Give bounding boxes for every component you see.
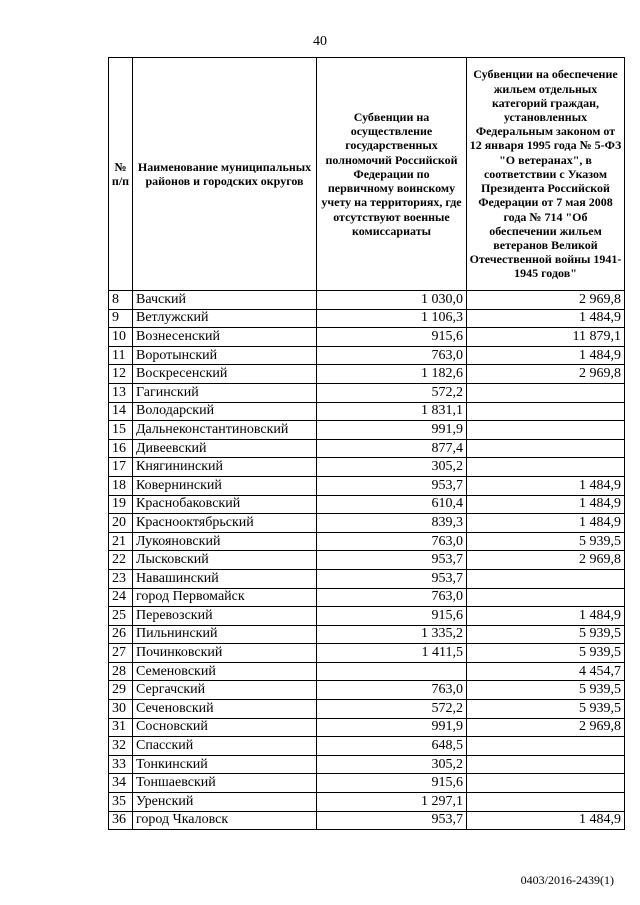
row-number: 14: [109, 402, 133, 421]
table-row: [109, 514, 625, 533]
subvention-military-value: 953,7: [317, 569, 467, 588]
header-row: [109, 58, 625, 291]
row-number: 28: [109, 662, 133, 681]
municipality-name: Ковернинский: [133, 476, 317, 495]
municipality-name: Уренский: [133, 793, 317, 812]
row-number: 27: [109, 644, 133, 663]
table-row: [109, 755, 625, 774]
page-number: 40: [313, 34, 327, 49]
municipality-name: Сергачский: [133, 681, 317, 700]
row-number: 35: [109, 793, 133, 812]
subvention-military-value: 1 030,0: [317, 291, 467, 310]
subvention-housing-value: 5 939,5: [467, 700, 625, 719]
table-row: [109, 328, 625, 347]
subvention-housing-value: [467, 774, 625, 793]
table-header: [109, 58, 625, 291]
municipality-name: Спасский: [133, 737, 317, 756]
municipality-name: Дивеевский: [133, 439, 317, 458]
municipality-name: Воскресенский: [133, 365, 317, 384]
subvention-housing-value: 4 454,7: [467, 662, 625, 681]
municipality-name: Сосновский: [133, 718, 317, 737]
document-code: 0403/2016-2439(1): [520, 873, 614, 887]
table-row: [109, 737, 625, 756]
table-row: [109, 569, 625, 588]
subvention-housing-value: 5 939,5: [467, 625, 625, 644]
subvention-military-value: 305,2: [317, 755, 467, 774]
subvention-housing-value: [467, 569, 625, 588]
municipality-name: Семеновский: [133, 662, 317, 681]
subvention-military-value: 763,0: [317, 681, 467, 700]
subvention-military-value: 1 411,5: [317, 644, 467, 663]
row-number: 8: [109, 291, 133, 310]
subvention-housing-value: 1 484,9: [467, 476, 625, 495]
municipality-name: Вознесенский: [133, 328, 317, 347]
municipality-name: Княгининский: [133, 458, 317, 477]
municipality-name: Володарский: [133, 402, 317, 421]
municipality-name: Воротынский: [133, 346, 317, 365]
row-number: 20: [109, 514, 133, 533]
table-row: [109, 402, 625, 421]
row-number: 31: [109, 718, 133, 737]
municipality-name: Вачский: [133, 291, 317, 310]
subvention-housing-value: 1 484,9: [467, 346, 625, 365]
subvention-military-value: 763,0: [317, 588, 467, 607]
row-number: 9: [109, 309, 133, 328]
subvention-housing-value: 2 969,8: [467, 291, 625, 310]
table-row: [109, 811, 625, 830]
subvention-housing-value: 5 939,5: [467, 644, 625, 663]
table-body: [109, 291, 625, 830]
table-row: [109, 476, 625, 495]
table-row: [109, 291, 625, 310]
municipality-name: Тонкинский: [133, 755, 317, 774]
subvention-housing-value: [467, 755, 625, 774]
subvention-housing-value: 1 484,9: [467, 495, 625, 514]
table-row: [109, 700, 625, 719]
subvention-military-value: 991,9: [317, 421, 467, 440]
subvention-housing-value: [467, 588, 625, 607]
subvention-military-value: 915,6: [317, 607, 467, 626]
municipality-name: Перевозский: [133, 607, 317, 626]
table-row: [109, 793, 625, 812]
municipality-name: Дальнеконстантиновский: [133, 421, 317, 440]
subvention-military-value: 1 106,3: [317, 309, 467, 328]
subvention-military-value: 1 182,6: [317, 365, 467, 384]
municipality-name: Тоншаевский: [133, 774, 317, 793]
subvention-housing-value: 1 484,9: [467, 514, 625, 533]
municipality-name: Пильнинский: [133, 625, 317, 644]
header-col-name: Наименование муниципальных районов и городских округов: [133, 58, 317, 291]
subvention-housing-value: 2 969,8: [467, 365, 625, 384]
table-row: [109, 365, 625, 384]
subvention-military-value: 648,5: [317, 737, 467, 756]
subvention-military-value: 877,4: [317, 439, 467, 458]
subvention-military-value: 610,4: [317, 495, 467, 514]
table-row: [109, 421, 625, 440]
table-row: [109, 774, 625, 793]
subvention-military-value: 572,2: [317, 383, 467, 402]
subventions-table: [108, 57, 625, 830]
table-row: [109, 625, 625, 644]
row-number: 29: [109, 681, 133, 700]
subvention-housing-value: [467, 737, 625, 756]
subvention-housing-value: 11 879,1: [467, 328, 625, 347]
table-row: [109, 644, 625, 663]
row-number: 21: [109, 532, 133, 551]
subvention-military-value: 1 335,2: [317, 625, 467, 644]
subvention-military-value: 915,6: [317, 328, 467, 347]
subvention-military-value: 305,2: [317, 458, 467, 477]
row-number: 13: [109, 383, 133, 402]
subvention-housing-value: [467, 439, 625, 458]
row-number: 33: [109, 755, 133, 774]
header-col-num: № п/п: [109, 58, 133, 291]
table-row: [109, 588, 625, 607]
row-number: 17: [109, 458, 133, 477]
subvention-housing-value: [467, 402, 625, 421]
subvention-military-value: 953,7: [317, 811, 467, 830]
row-number: 10: [109, 328, 133, 347]
row-number: 12: [109, 365, 133, 384]
row-number: 22: [109, 551, 133, 570]
table-row: [109, 346, 625, 365]
municipality-name: Починковский: [133, 644, 317, 663]
row-number: 36: [109, 811, 133, 830]
subvention-housing-value: 2 969,8: [467, 551, 625, 570]
row-number: 23: [109, 569, 133, 588]
municipality-name: Краснобаковский: [133, 495, 317, 514]
table-row: [109, 551, 625, 570]
table-row: [109, 439, 625, 458]
table-row: [109, 532, 625, 551]
subvention-military-value: 763,0: [317, 532, 467, 551]
row-number: 30: [109, 700, 133, 719]
subvention-military-value: 915,6: [317, 774, 467, 793]
table-row: [109, 458, 625, 477]
row-number: 34: [109, 774, 133, 793]
row-number: 16: [109, 439, 133, 458]
subvention-military-value: [317, 662, 467, 681]
header-col-subv1: Субвенции на осуществление государственных полномочий Российской Федерации по первичному воинскому учету на территориях, где отсутствуют военные комиссариаты: [317, 58, 467, 291]
municipality-name: Краснооктябрьский: [133, 514, 317, 533]
row-number: 25: [109, 607, 133, 626]
row-number: 26: [109, 625, 133, 644]
subvention-military-value: 763,0: [317, 346, 467, 365]
subvention-housing-value: 1 484,9: [467, 607, 625, 626]
subvention-military-value: 1 297,1: [317, 793, 467, 812]
municipality-name: Сеченовский: [133, 700, 317, 719]
row-number: 11: [109, 346, 133, 365]
header-col-subv2: Субвенции на обеспечение жильем отдельных категорий граждан, установленных Федеральным законом от 12 января 1995 года № 5-ФЗ "О ветеранах", в соответствии с Указом Президента Российской Федерации от 7 мая 2008 года № 714 "Об обеспечении жильем ветеранов Великой Отечественной войны 1941-1945 годов": [467, 58, 625, 291]
subvention-housing-value: [467, 793, 625, 812]
table-row: [109, 607, 625, 626]
table-row: [109, 681, 625, 700]
row-number: 15: [109, 421, 133, 440]
subvention-housing-value: [467, 383, 625, 402]
table-row: [109, 718, 625, 737]
table-row: [109, 309, 625, 328]
municipality-name: Лысковский: [133, 551, 317, 570]
subvention-housing-value: 5 939,5: [467, 681, 625, 700]
municipality-name: Гагинский: [133, 383, 317, 402]
municipality-name: город Первомайск: [133, 588, 317, 607]
municipality-name: Ветлужский: [133, 309, 317, 328]
table-row: [109, 383, 625, 402]
municipality-name: Навашинский: [133, 569, 317, 588]
row-number: 19: [109, 495, 133, 514]
row-number: 32: [109, 737, 133, 756]
subvention-housing-value: [467, 421, 625, 440]
table-row: [109, 662, 625, 681]
subvention-housing-value: 1 484,9: [467, 309, 625, 328]
subvention-military-value: 991,9: [317, 718, 467, 737]
municipality-name: Лукояновский: [133, 532, 317, 551]
municipality-name: город Чкаловск: [133, 811, 317, 830]
subvention-military-value: 839,3: [317, 514, 467, 533]
subvention-military-value: 953,7: [317, 476, 467, 495]
subvention-housing-value: 5 939,5: [467, 532, 625, 551]
subvention-military-value: 953,7: [317, 551, 467, 570]
subvention-housing-value: [467, 458, 625, 477]
subvention-housing-value: 2 969,8: [467, 718, 625, 737]
row-number: 24: [109, 588, 133, 607]
subvention-military-value: 1 831,1: [317, 402, 467, 421]
subvention-military-value: 572,2: [317, 700, 467, 719]
subvention-housing-value: 1 484,9: [467, 811, 625, 830]
table-row: [109, 495, 625, 514]
row-number: 18: [109, 476, 133, 495]
